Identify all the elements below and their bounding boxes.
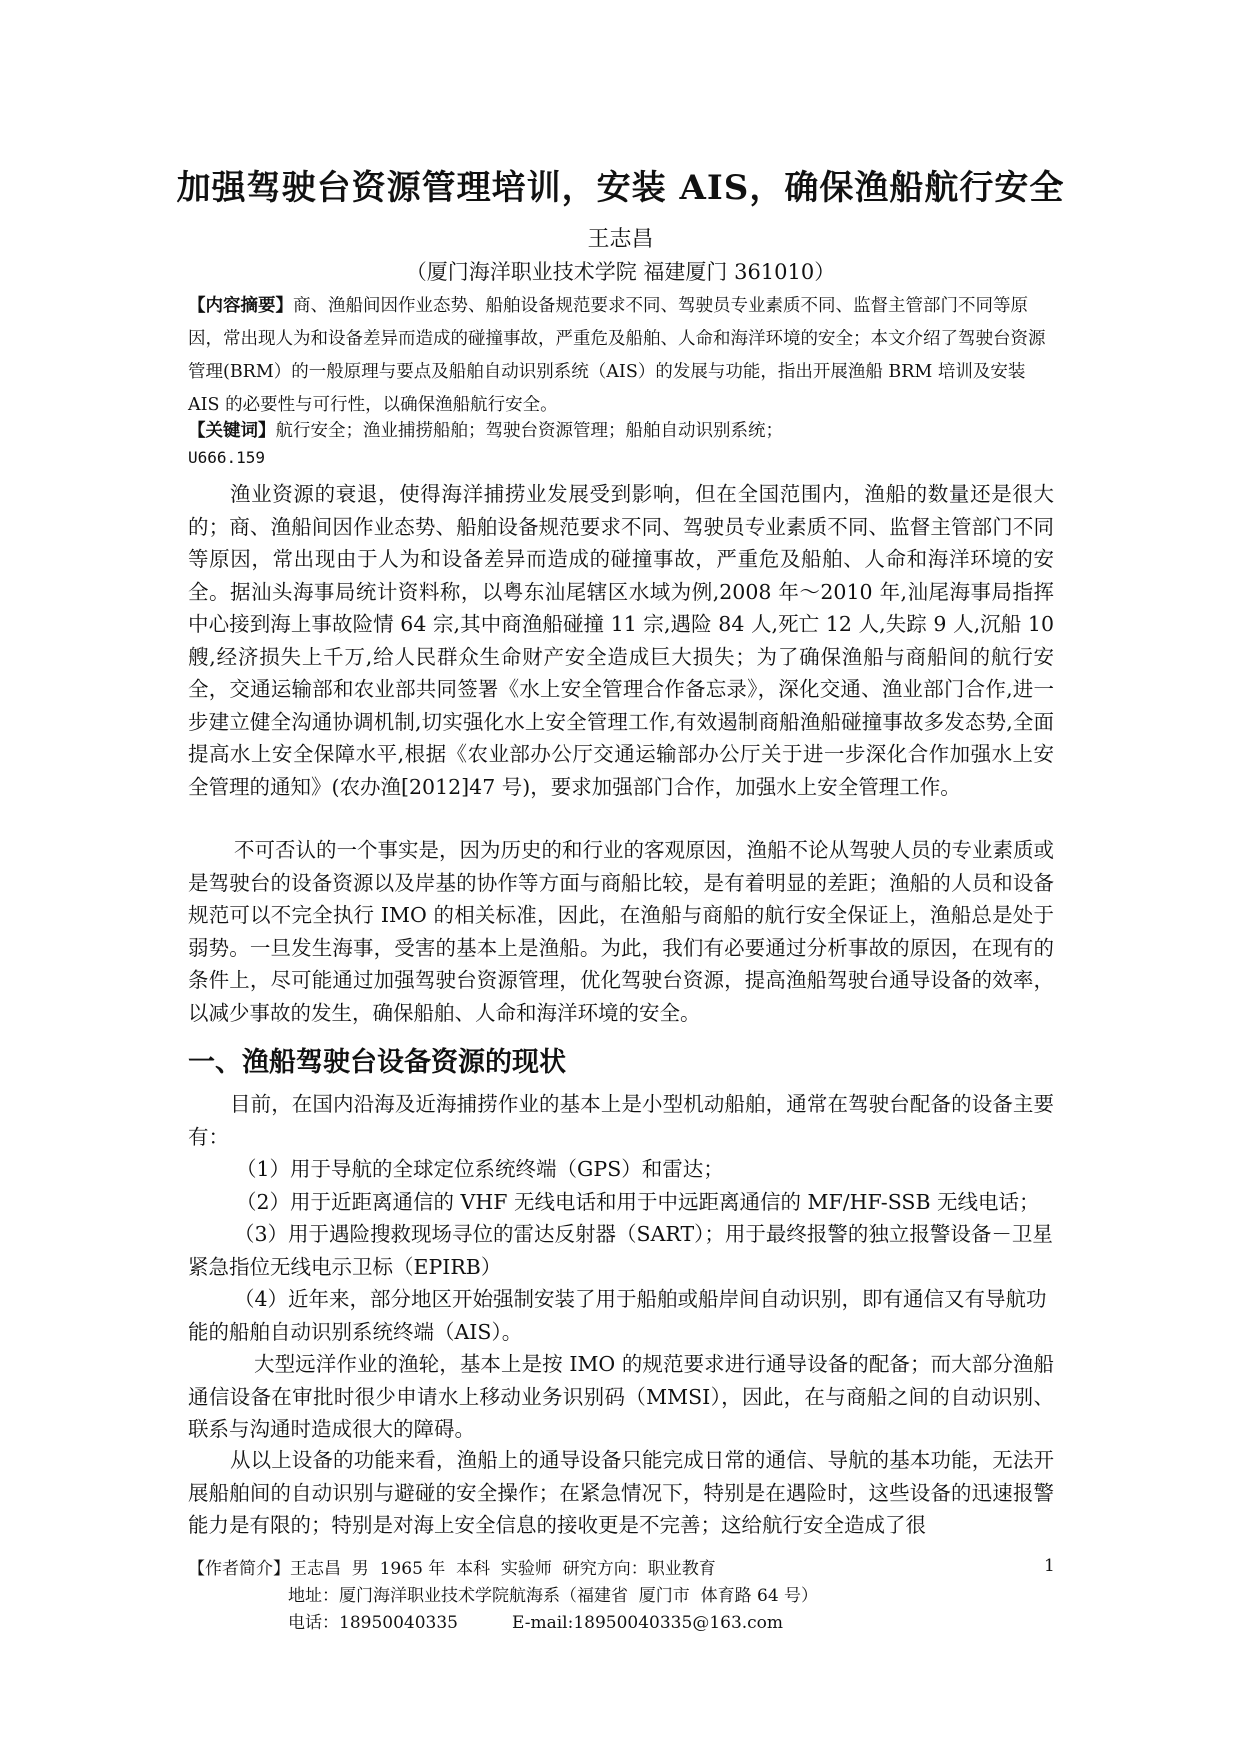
author-footnote: [188, 1556, 1048, 1637]
footnote-line: 地址：厦门海洋职业技术学院航海系（福建省 厦门市 体育路 64 号）: [288, 1586, 819, 1606]
paragraph: 从以上设备的功能来看，渔船上的通导设备只能完成日常的通信、导航的基本功能，无法开展船舶间的自动识别与避碰的安全操作；在紧急情况下，特别是在遇险时，这些设备的迅速报警能力是有限的；特别是对海上安全信息的接收更是不完善；这给航行安全造成了很: [188, 1448, 1054, 1537]
list-item: （4）近年来，部分地区开始强制安装了用于船舶或船岸间自动识别，即有通信又有导航功能的船舶自动识别系统终端（AIS）。: [188, 1287, 1047, 1344]
page-number: 1: [1044, 1556, 1055, 1576]
author-name: 王志昌: [587, 227, 654, 252]
paragraph: 渔业资源的衰退，使得海洋捕捞业发展受到影响，但在全国范围内，渔船的数量还是很大的；商、渔船间因作业态势、船舶设备规范要求不同、驾驶员专业素质不同、监督主管部门不同等原因，常出现由于人为和设备差异而造成的碰撞事故，严重危及船舶、人命和海洋环境的安全。据汕头海事局统计资料称，以粤东汕尾辖区水域为例,2008 年～2010 年,汕尾海事局指挥中心接到海上事故险情 64 宗,其中商渔船碰撞 11 宗,遇险 84 人,死亡 12 人,失踪 9 人,沉船 10 艘,经济损失上千万,给人民群众生命财产安全造成巨大损失；为了确保渔船与商船间的航行安全，交通运输部和农业部共同签署《水上安全管理合作备忘录》，深化交通、渔业部门合作,进一步建立健全沟通协调机制,切实强化水上安全管理工作,有效遏制商船渔船碰撞事故多发态势,全面提高水上安全保障水平,根据《农业部办公厅交通运输部办公厅关于进一步深化合作加强水上安全管理的通知》(农办渔[2012]47 号)，要求加强部门合作，加强水上安全管理工作。: [188, 482, 1054, 799]
footnote-line: 电话：18950040335 E-mail:18950040335@163.com: [288, 1613, 784, 1633]
list-item: （2）用于近距离通信的 VHF 无线电话和用于中远距离通信的 MF/HF-SSB 无线电话；: [236, 1190, 1040, 1214]
paragraph: 目前，在国内沿海及近海捕捞作业的基本上是小型机动船舶，通常在驾驶台配备的设备主要有：: [188, 1092, 1054, 1149]
paragraph: 不可否认的一个事实是，因为历史的和行业的客观原因，渔船不论从驾驶人员的专业素质或是驾驶台的设备资源以及岸基的协作等方面与商船比较，是有着明显的差距；渔船的人员和设备规范可以不完全执行 IMO 的相关标准，因此，在渔船与商船的航行安全保证上，渔船总是处于弱势。一旦发生海事，受害的基本上是渔船。为此，我们有必要通过分析事故的原因，在现有的条件上，尽可能通过加强驾驶台资源管理，优化驾驶台资源，提高渔船驾驶台通导设备的效率，以减少事故的发生，确保船舶、人命和海洋环境的安全。: [188, 838, 1054, 1025]
abstract-text: 商、渔船间因作业态势、船舶设备规范要求不同、驾驶员专业素质不同、监督主管部门不同等原因，常出现人为和设备差异而造成的碰撞事故，严重危及船舶、人命和海洋环境的安全；本文介绍了驾驶台资源管理(BRM）的一般原理与要点及船舶自动识别系统（AIS）的发展与功能，指出开展渔船 BRM 培训及安装 AIS 的必要性与可行性，以确保渔船航行安全。: [188, 296, 1046, 415]
list-item: （1）用于导航的全球定位系统终端（GPS）和雷达；: [236, 1157, 724, 1181]
keywords-text: 航行安全；渔业捕捞船舶；驾驶台资源管理；船舶自动识别系统；: [275, 421, 783, 441]
abstract-label: 【内容摘要】: [188, 296, 293, 316]
list-item: （3）用于遇险搜救现场寻位的雷达反射器（SART）；用于最终报警的独立报警设备－卫星紧急指位无线电示卫标（EPIRB）: [188, 1222, 1053, 1279]
classification-number: U666.159: [188, 448, 266, 467]
author-affiliation: （厦门海洋职业技术学院 福建厦门 361010）: [405, 260, 836, 284]
section-heading: 一、渔船驾驶台设备资源的现状: [188, 1047, 566, 1078]
keywords-label: 【关键词】: [188, 421, 276, 441]
paragraph: 大型远洋作业的渔轮，基本上是按 IMO 的规范要求进行通导设备的配备；而大部分渔船通信设备在审批时很少申请水上移动业务识别码（MMSI），因此，在与商船之间的自动识别、联系与沟通时造成很大的障碍。: [188, 1352, 1054, 1441]
paper-title: 加强驾驶台资源管理培训，安装 AIS，确保渔船航行安全: [176, 168, 1065, 208]
abstract: [188, 290, 1048, 422]
footnote-line: 【作者简介】王志昌 男 1965 年 本科 实验师 研究方向：职业教育: [188, 1559, 716, 1579]
keywords: [188, 416, 1048, 446]
